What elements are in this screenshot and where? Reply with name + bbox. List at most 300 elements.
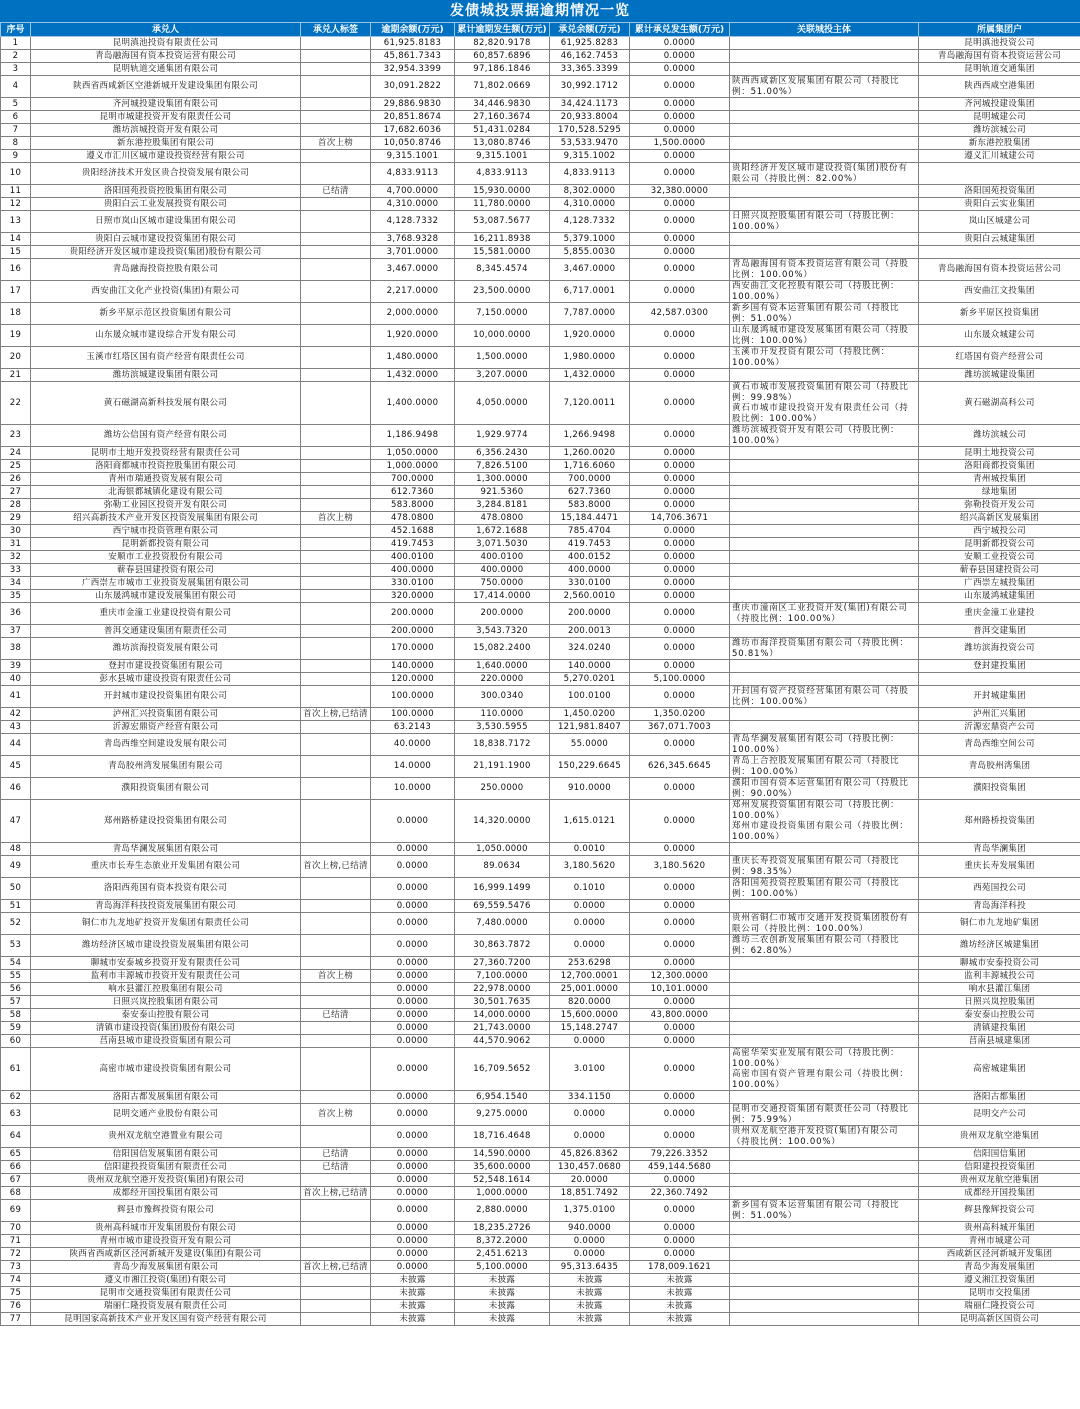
row-index: 56 <box>1 983 31 996</box>
acceptance-balance: 1,450.0200 <box>550 708 630 721</box>
cumulative-overdue: 8,372.2000 <box>455 1235 550 1248</box>
overdue-balance: 1,186.9498 <box>371 425 455 447</box>
row-index: 22 <box>1 382 31 425</box>
group-name: 昆明土地投资公司 <box>919 447 1080 460</box>
acceptance-balance: 5,379.1000 <box>550 233 630 246</box>
cumulative-overdue: 27,160.3674 <box>455 111 550 124</box>
related-entity <box>730 1235 919 1248</box>
overdue-balance: 200.0000 <box>371 603 455 625</box>
acceptor-tag <box>301 460 371 473</box>
acceptor-tag: 首次上榜 <box>301 1104 371 1126</box>
row-index: 77 <box>1 1313 31 1326</box>
acceptor-tag <box>301 1126 371 1148</box>
overdue-balance: 1,050.0000 <box>371 447 455 460</box>
acceptor-name: 青岛海洋科技投资发展集团有限公司 <box>31 900 301 913</box>
cumulative-overdue: 13,080.8746 <box>455 137 550 150</box>
cumulative-acceptance: 0.0000 <box>630 76 730 98</box>
acceptance-balance: 627.7360 <box>550 486 630 499</box>
group-name: 监利丰源城投公司 <box>919 970 1080 983</box>
cumulative-overdue: 250.0000 <box>455 778 550 800</box>
acceptor-tag <box>301 1222 371 1235</box>
row-index: 76 <box>1 1300 31 1313</box>
related-entity: 重庆市潼南区工业投资开发(集团)有限公司（持股比例：100.00%） <box>730 603 919 625</box>
row-index: 41 <box>1 686 31 708</box>
acceptor-tag: 已结清 <box>301 1148 371 1161</box>
acceptor-name: 绍兴高新技术产业开发区投资发展集团有限公司 <box>31 512 301 525</box>
table-row <box>1 1148 1080 1161</box>
cumulative-overdue: 16,709.5652 <box>455 1048 550 1091</box>
table-row <box>1 150 1080 163</box>
related-entity <box>730 538 919 551</box>
table-row <box>1 708 1080 721</box>
cumulative-overdue: 15,930.0000 <box>455 185 550 198</box>
overdue-balance: 29,886.9830 <box>371 98 455 111</box>
cumulative-acceptance: 626,345.6645 <box>630 756 730 778</box>
cumulative-acceptance: 0.0000 <box>630 124 730 137</box>
cumulative-overdue: 34,446.9830 <box>455 98 550 111</box>
cumulative-overdue: 921.5360 <box>455 486 550 499</box>
group-name: 潍坊滨城公司 <box>919 425 1080 447</box>
overdue-balance: 700.0000 <box>371 473 455 486</box>
related-entity <box>730 957 919 970</box>
acceptance-balance: 334.1150 <box>550 1091 630 1104</box>
acceptor-name: 昆明轨道交通集团有限公司 <box>31 63 301 76</box>
group-name: 绿地集团 <box>919 486 1080 499</box>
row-index: 38 <box>1 638 31 660</box>
cumulative-overdue: 4,050.0000 <box>455 382 550 425</box>
acceptor-tag <box>301 63 371 76</box>
acceptance-balance: 4,310.0000 <box>550 198 630 211</box>
group-name: 洛阳商都投资集团 <box>919 460 1080 473</box>
related-entity <box>730 673 919 686</box>
related-entity: 潍坊三农创新发展集团有限公司（持股比例：62.80%） <box>730 935 919 957</box>
table-row <box>1 76 1080 98</box>
cumulative-acceptance: 0.0000 <box>630 211 730 233</box>
cumulative-overdue: 97,186.1846 <box>455 63 550 76</box>
cumulative-overdue: 23,500.0000 <box>455 281 550 303</box>
row-index: 11 <box>1 185 31 198</box>
overdue-balance: 320.0000 <box>371 590 455 603</box>
related-entity: 洛阳国苑投资控股集团有限公司（持股比例：100.00%） <box>730 878 919 900</box>
acceptance-balance: 0.0000 <box>550 913 630 935</box>
table-row <box>1 913 1080 935</box>
table-row <box>1 538 1080 551</box>
table-row <box>1 721 1080 734</box>
acceptor-name: 监利市丰源城市投资开发有限责任公司 <box>31 970 301 983</box>
row-index: 64 <box>1 1126 31 1148</box>
cumulative-overdue: 3,284.8181 <box>455 499 550 512</box>
row-index: 32 <box>1 551 31 564</box>
group-name: 贵州双龙航空港集团 <box>919 1126 1080 1148</box>
col-header-acceptor: 承兑人 <box>31 23 301 37</box>
cumulative-overdue: 1,300.0000 <box>455 473 550 486</box>
acceptor-name: 青州市瑞通投资发展有限公司 <box>31 473 301 486</box>
row-index: 31 <box>1 538 31 551</box>
table-row <box>1 525 1080 538</box>
row-index: 6 <box>1 111 31 124</box>
acceptor-tag <box>301 259 371 281</box>
acceptor-name: 潍坊公信国有资产经营有限公司 <box>31 425 301 447</box>
related-entity <box>730 1248 919 1261</box>
cumulative-acceptance: 0.0000 <box>630 425 730 447</box>
row-index: 4 <box>1 76 31 98</box>
acceptor-name: 濮阳投资集团有限公司 <box>31 778 301 800</box>
acceptance-balance: 0.0000 <box>550 1235 630 1248</box>
group-name: 西咸新区泾河新城开发集团 <box>919 1248 1080 1261</box>
acceptor-name: 陕西省西咸新区泾河新城开发建设(集团)有限公司 <box>31 1248 301 1261</box>
table-row <box>1 281 1080 303</box>
cumulative-overdue: 21,743.0000 <box>455 1022 550 1035</box>
overdue-balance: 0.0000 <box>371 1174 455 1187</box>
cumulative-overdue: 18,838.7172 <box>455 734 550 756</box>
cumulative-acceptance: 0.0000 <box>630 525 730 538</box>
row-index: 48 <box>1 843 31 856</box>
row-index: 24 <box>1 447 31 460</box>
cumulative-overdue: 未披露 <box>455 1313 550 1326</box>
cumulative-acceptance: 178,009.1621 <box>630 1261 730 1274</box>
table-row <box>1 1261 1080 1274</box>
acceptor-tag <box>301 538 371 551</box>
acceptance-balance: 7,120.0011 <box>550 382 630 425</box>
cumulative-overdue: 1,000.0000 <box>455 1187 550 1200</box>
table-row <box>1 1022 1080 1035</box>
acceptance-balance: 0.0000 <box>550 1126 630 1148</box>
row-index: 46 <box>1 778 31 800</box>
related-entity <box>730 1174 919 1187</box>
col-header-overdue-balance: 逾期余额(万元) <box>371 23 455 37</box>
group-name: 响水县灌江集团 <box>919 983 1080 996</box>
acceptor-tag <box>301 281 371 303</box>
table-row <box>1 660 1080 673</box>
overdue-balance: 200.0000 <box>371 625 455 638</box>
acceptor-tag <box>301 551 371 564</box>
table-row <box>1 756 1080 778</box>
table-row <box>1 198 1080 211</box>
group-name: 重庆长寿发展集团 <box>919 856 1080 878</box>
acceptor-name: 贵州双龙航空港置业有限公司 <box>31 1126 301 1148</box>
cumulative-acceptance: 42,587.0300 <box>630 303 730 325</box>
group-name: 蕲春县国建投资公司 <box>919 564 1080 577</box>
overdue-balance: 0.0000 <box>371 856 455 878</box>
overdue-balance: 100.0000 <box>371 686 455 708</box>
related-entity <box>730 50 919 63</box>
overdue-balance: 140.0000 <box>371 660 455 673</box>
overdue-balance: 0.0000 <box>371 1261 455 1274</box>
cumulative-overdue: 未披露 <box>455 1287 550 1300</box>
acceptor-tag <box>301 686 371 708</box>
acceptor-tag <box>301 198 371 211</box>
cumulative-acceptance: 0.0000 <box>630 325 730 347</box>
table-row <box>1 564 1080 577</box>
acceptor-tag: 首次上榜,已结清 <box>301 1187 371 1200</box>
acceptance-balance: 7,787.0000 <box>550 303 630 325</box>
cumulative-overdue: 7,150.0000 <box>455 303 550 325</box>
acceptor-name: 玉溪市红塔区国有资产经营有限责任公司 <box>31 347 301 369</box>
acceptance-balance: 0.0000 <box>550 1104 630 1126</box>
acceptor-tag: 首次上榜 <box>301 137 371 150</box>
row-index: 9 <box>1 150 31 163</box>
cumulative-overdue: 400.0100 <box>455 551 550 564</box>
col-header-acceptance-balance: 承兑余额(万元) <box>550 23 630 37</box>
acceptor-name: 开封城市建设投资集团有限公司 <box>31 686 301 708</box>
row-index: 12 <box>1 198 31 211</box>
acceptor-name: 重庆市长寿生态旅业开发集团有限公司 <box>31 856 301 878</box>
table-row <box>1 1104 1080 1126</box>
overdue-balance: 400.0000 <box>371 564 455 577</box>
cumulative-acceptance: 0.0000 <box>630 246 730 259</box>
acceptance-balance: 583.8000 <box>550 499 630 512</box>
page-title: 发债城投票据逾期情况一览 <box>0 0 1080 22</box>
table-body <box>1 37 1080 1326</box>
cumulative-acceptance: 0.0000 <box>630 111 730 124</box>
cumulative-acceptance: 1,500.0000 <box>630 137 730 150</box>
related-entity <box>730 625 919 638</box>
cumulative-acceptance: 0.0000 <box>630 50 730 63</box>
acceptance-balance: 6,717.0001 <box>550 281 630 303</box>
cumulative-overdue: 9,275.0000 <box>455 1104 550 1126</box>
cumulative-acceptance: 0.0000 <box>630 198 730 211</box>
group-name: 日照兴岚控股集团 <box>919 996 1080 1009</box>
acceptance-balance: 33,365.3399 <box>550 63 630 76</box>
related-entity <box>730 1022 919 1035</box>
acceptor-name: 昆明市交通投资集团有限责任公司 <box>31 1287 301 1300</box>
row-index: 74 <box>1 1274 31 1287</box>
cumulative-acceptance: 367,071.7003 <box>630 721 730 734</box>
acceptance-balance: 未披露 <box>550 1274 630 1287</box>
related-entity <box>730 1313 919 1326</box>
cumulative-overdue: 82,820.9178 <box>455 37 550 50</box>
related-entity: 潍坊滨城投资开发有限公司（持股比例：100.00%） <box>730 425 919 447</box>
cumulative-acceptance: 79,226.3352 <box>630 1148 730 1161</box>
acceptance-balance: 18,851.7492 <box>550 1187 630 1200</box>
table-row <box>1 1091 1080 1104</box>
acceptance-balance: 30,992.1712 <box>550 76 630 98</box>
table-row <box>1 638 1080 660</box>
group-name: 辉县豫辉投资公司 <box>919 1200 1080 1222</box>
table-row <box>1 686 1080 708</box>
cumulative-overdue: 10,000.0000 <box>455 325 550 347</box>
group-name: 信阳国信集团 <box>919 1148 1080 1161</box>
acceptor-name: 洛阳国苑投资控股集团有限公司 <box>31 185 301 198</box>
cumulative-acceptance: 0.0000 <box>630 1200 730 1222</box>
cumulative-overdue: 14,000.0000 <box>455 1009 550 1022</box>
cumulative-acceptance: 0.0000 <box>630 878 730 900</box>
cumulative-acceptance: 3,180.5620 <box>630 856 730 878</box>
acceptance-balance: 2,560.0010 <box>550 590 630 603</box>
acceptor-name: 安顺市工业投资股份有限公司 <box>31 551 301 564</box>
acceptance-balance: 419.7453 <box>550 538 630 551</box>
group-name: 开封城建集团 <box>919 686 1080 708</box>
overdue-balance: 3,701.0000 <box>371 246 455 259</box>
cumulative-overdue: 15,581.0000 <box>455 246 550 259</box>
related-entity <box>730 150 919 163</box>
group-name: 濮阳投资集团 <box>919 778 1080 800</box>
acceptance-balance: 1,260.0020 <box>550 447 630 460</box>
related-entity <box>730 1009 919 1022</box>
row-index: 18 <box>1 303 31 325</box>
acceptor-tag <box>301 303 371 325</box>
cumulative-acceptance: 0.0000 <box>630 1035 730 1048</box>
acceptance-balance: 0.1010 <box>550 878 630 900</box>
row-index: 37 <box>1 625 31 638</box>
acceptor-tag <box>301 996 371 1009</box>
header-row <box>1 23 1080 37</box>
table-row <box>1 878 1080 900</box>
acceptance-balance: 785.4704 <box>550 525 630 538</box>
overdue-balance: 1,000.0000 <box>371 460 455 473</box>
acceptor-tag <box>301 1300 371 1313</box>
group-name: 昆明滇池投资公司 <box>919 37 1080 50</box>
acceptor-tag <box>301 878 371 900</box>
acceptance-balance: 150,229.6645 <box>550 756 630 778</box>
related-entity <box>730 1035 919 1048</box>
acceptance-balance: 400.0000 <box>550 564 630 577</box>
cumulative-overdue: 15,082.2400 <box>455 638 550 660</box>
table-row <box>1 856 1080 878</box>
related-entity <box>730 843 919 856</box>
acceptor-tag <box>301 369 371 382</box>
overdue-balance: 未披露 <box>371 1313 455 1326</box>
related-entity <box>730 447 919 460</box>
related-entity: 贵州省铜仁市城市交通开发投资集团股份有限公司（持股比例：100.00%） <box>730 913 919 935</box>
acceptor-name: 潍坊滨海投资发展有限公司 <box>31 638 301 660</box>
acceptance-balance: 15,148.2747 <box>550 1022 630 1035</box>
related-entity: 青岛上合控股发展集团有限公司（持股比例：100.00%） <box>730 756 919 778</box>
acceptor-tag <box>301 756 371 778</box>
overdue-balance: 0.0000 <box>371 1148 455 1161</box>
row-index: 49 <box>1 856 31 878</box>
acceptor-name: 新东港控股集团有限公司 <box>31 137 301 150</box>
related-entity: 陕西西咸新区发展集团有限公司（持股比例：51.00%） <box>730 76 919 98</box>
acceptance-balance: 700.0000 <box>550 473 630 486</box>
acceptance-balance: 121,981.8407 <box>550 721 630 734</box>
cumulative-acceptance: 0.0000 <box>630 150 730 163</box>
cumulative-acceptance: 0.0000 <box>630 734 730 756</box>
row-index: 3 <box>1 63 31 76</box>
cumulative-overdue: 3,071.5030 <box>455 538 550 551</box>
acceptance-balance: 1,615.0121 <box>550 800 630 843</box>
cumulative-acceptance: 0.0000 <box>630 913 730 935</box>
cumulative-overdue: 52,548.1614 <box>455 1174 550 1187</box>
acceptance-balance: 200.0013 <box>550 625 630 638</box>
acceptor-name: 西安曲江文化产业投资(集团)有限公司 <box>31 281 301 303</box>
acceptor-name: 昆明市城建投资开发有限责任公司 <box>31 111 301 124</box>
acceptor-name: 普洱交通建设集团有限责任公司 <box>31 625 301 638</box>
row-index: 60 <box>1 1035 31 1048</box>
acceptor-tag <box>301 800 371 843</box>
acceptor-tag <box>301 1035 371 1048</box>
acceptor-name: 陕西省西咸新区空港新城开发建设集团有限公司 <box>31 76 301 98</box>
overdue-balance: 0.0000 <box>371 1200 455 1222</box>
related-entity <box>730 460 919 473</box>
acceptor-name: 昆明滇池投资有限责任公司 <box>31 37 301 50</box>
cumulative-overdue: 51,431.0284 <box>455 124 550 137</box>
acceptor-name: 青州市城市建设投资开发有限公司 <box>31 1235 301 1248</box>
row-index: 15 <box>1 246 31 259</box>
acceptor-name: 青岛西维空间建设发展有限公司 <box>31 734 301 756</box>
cumulative-acceptance: 0.0000 <box>630 778 730 800</box>
table-row <box>1 1200 1080 1222</box>
group-name <box>919 163 1080 185</box>
overdue-balance: 0.0000 <box>371 1248 455 1261</box>
acceptor-name: 西宁城市投资管理有限公司 <box>31 525 301 538</box>
row-index: 35 <box>1 590 31 603</box>
table-row <box>1 369 1080 382</box>
acceptance-balance: 15,184.4471 <box>550 512 630 525</box>
acceptance-balance: 8,302.0000 <box>550 185 630 198</box>
row-index: 19 <box>1 325 31 347</box>
row-index: 23 <box>1 425 31 447</box>
overdue-table <box>0 22 1080 1326</box>
related-entity <box>730 1222 919 1235</box>
cumulative-acceptance: 0.0000 <box>630 564 730 577</box>
cumulative-acceptance: 32,380.0000 <box>630 185 730 198</box>
group-name: 黄石磁湖高科公司 <box>919 382 1080 425</box>
row-index: 29 <box>1 512 31 525</box>
acceptor-tag <box>301 1313 371 1326</box>
overdue-balance: 0.0000 <box>371 1187 455 1200</box>
acceptor-tag <box>301 843 371 856</box>
overdue-balance: 0.0000 <box>371 1022 455 1035</box>
row-index: 65 <box>1 1148 31 1161</box>
acceptance-balance: 4,128.7332 <box>550 211 630 233</box>
cumulative-acceptance: 0.0000 <box>630 447 730 460</box>
group-name <box>919 673 1080 686</box>
row-index: 1 <box>1 37 31 50</box>
acceptor-name: 山东晟众城市建设综合开发有限公司 <box>31 325 301 347</box>
cumulative-overdue: 1,672.1688 <box>455 525 550 538</box>
related-entity: 贵阳经济开发区城市建设投资(集团)股份有限公司（持股比例：82.00%） <box>730 163 919 185</box>
table-row <box>1 124 1080 137</box>
acceptor-tag <box>301 425 371 447</box>
group-name: 清镇建投集团 <box>919 1022 1080 1035</box>
related-entity <box>730 37 919 50</box>
overdue-balance: 0.0000 <box>371 843 455 856</box>
acceptor-tag <box>301 625 371 638</box>
group-name: 红塔国有资产经营公司 <box>919 347 1080 369</box>
cumulative-overdue: 44,570.9062 <box>455 1035 550 1048</box>
acceptor-tag <box>301 37 371 50</box>
acceptor-name: 贵阳经济开发区城市建设投资(集团)股份有限公司 <box>31 246 301 259</box>
group-name <box>919 246 1080 259</box>
acceptor-name: 瑞丽仁隆投资发展有限责任公司 <box>31 1300 301 1313</box>
table-row <box>1 98 1080 111</box>
row-index: 61 <box>1 1048 31 1091</box>
group-name: 重庆金潼工业建投 <box>919 603 1080 625</box>
cumulative-overdue: 7,826.5100 <box>455 460 550 473</box>
overdue-balance: 17,682.6036 <box>371 124 455 137</box>
overdue-balance: 未披露 <box>371 1300 455 1313</box>
overdue-balance: 2,217.0000 <box>371 281 455 303</box>
group-name: 洛阳国苑投资集团 <box>919 185 1080 198</box>
overdue-balance: 0.0000 <box>371 1161 455 1174</box>
cumulative-overdue: 5,100.0000 <box>455 1261 550 1274</box>
cumulative-acceptance: 0.0000 <box>630 347 730 369</box>
row-index: 28 <box>1 499 31 512</box>
acceptance-balance: 3,467.0000 <box>550 259 630 281</box>
overdue-balance: 0.0000 <box>371 1222 455 1235</box>
table-row <box>1 800 1080 843</box>
table-row <box>1 163 1080 185</box>
acceptor-tag: 首次上榜 <box>301 512 371 525</box>
table-row <box>1 970 1080 983</box>
cumulative-overdue: 2,451.6213 <box>455 1248 550 1261</box>
acceptor-tag <box>301 1048 371 1091</box>
acceptance-balance: 400.0152 <box>550 551 630 564</box>
row-index: 14 <box>1 233 31 246</box>
cumulative-acceptance: 0.0000 <box>630 686 730 708</box>
acceptor-tag <box>301 111 371 124</box>
